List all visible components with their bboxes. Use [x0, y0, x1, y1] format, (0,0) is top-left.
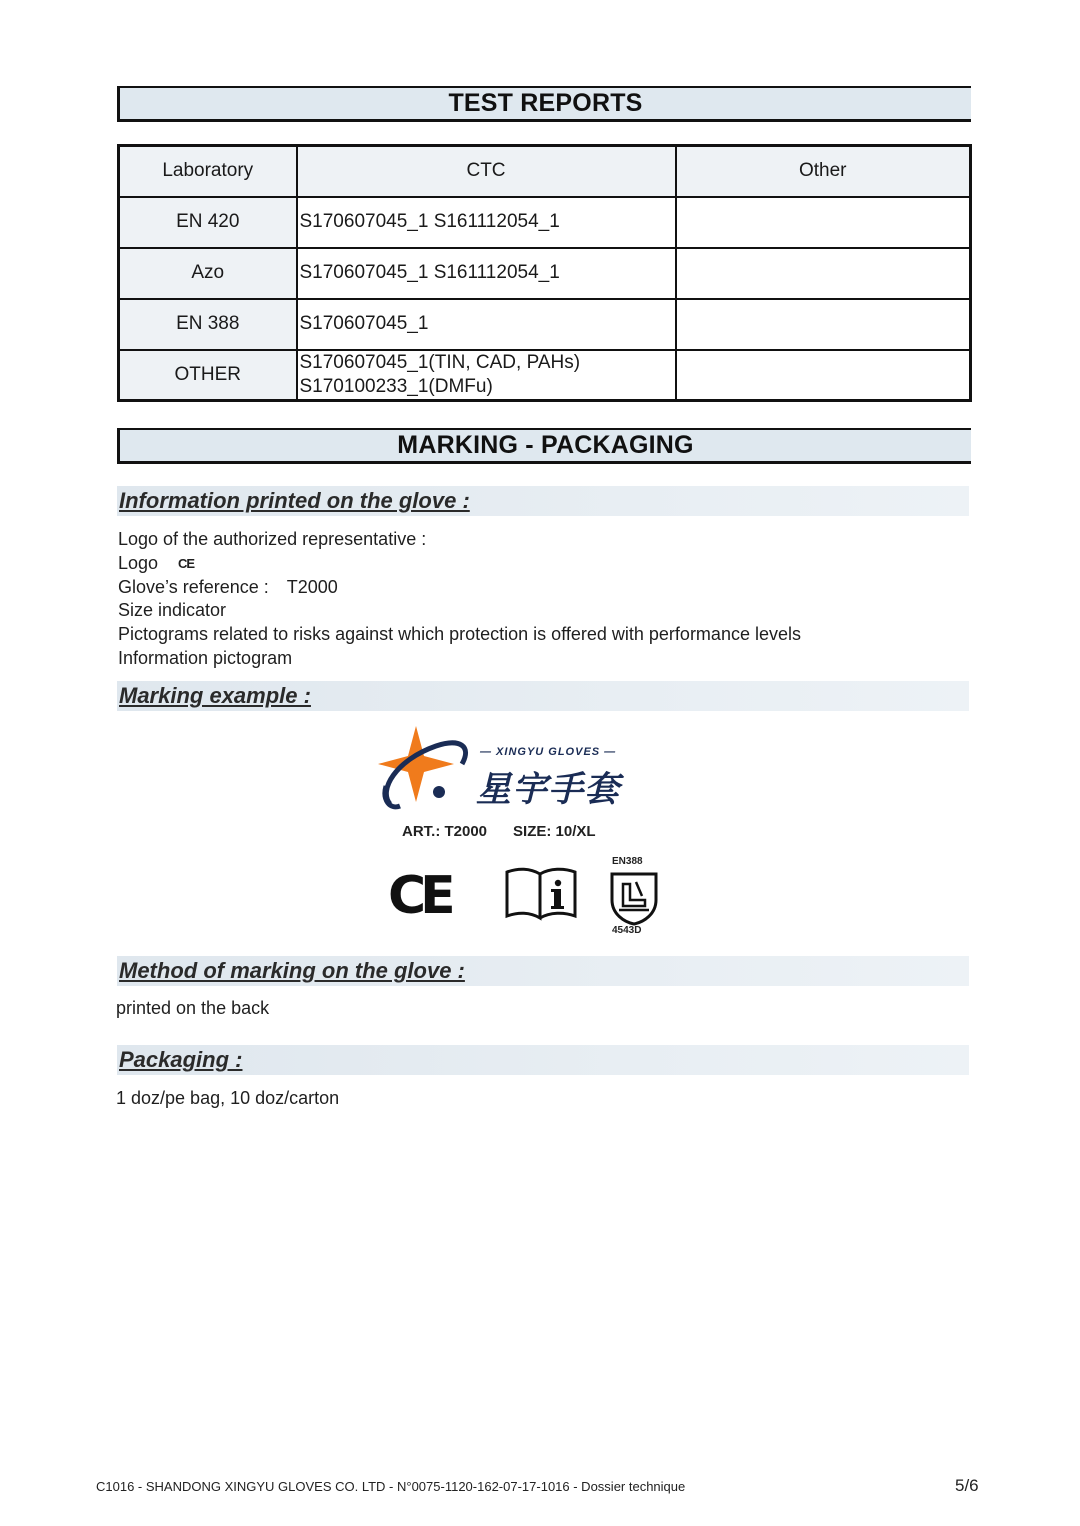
- info-book-icon: [504, 864, 578, 922]
- ce-mark-large-icon: CE: [388, 866, 450, 926]
- info-picto-text: Information pictogram: [118, 647, 293, 668]
- info-heading-text: Information printed on the glove :: [119, 488, 470, 513]
- size-label: SIZE: 10/XL: [513, 823, 596, 840]
- en388-code: 4543D: [612, 925, 642, 936]
- row-other: [676, 197, 971, 248]
- marking-example: [376, 720, 676, 945]
- packaging-heading: [117, 1045, 969, 1075]
- marking-packaging-title: MARKING - PACKAGING: [397, 431, 694, 459]
- row-ctc: [297, 350, 676, 401]
- row-lab: EN 420: [119, 197, 297, 248]
- row-ctc: S170607045_1 S161112054_1: [297, 197, 676, 248]
- en388-label: EN388: [612, 856, 643, 867]
- brand-chinese: 星宇手套: [476, 770, 621, 809]
- logo-label: Logo: [118, 552, 159, 573]
- star-logo-icon: [376, 720, 476, 815]
- brand-english: — XINGYU GLOVES —: [480, 746, 617, 758]
- row-other: [676, 299, 971, 350]
- en388-shield-icon: [608, 870, 660, 926]
- row-ctc-line: S170100233_1(DMFu): [299, 375, 493, 397]
- info-list: [118, 528, 801, 671]
- test-reports-title: TEST REPORTS: [448, 89, 643, 117]
- header-laboratory: Laboratory: [119, 146, 297, 197]
- info-line: [118, 552, 801, 576]
- table-row: [119, 248, 971, 299]
- info-line: [118, 599, 801, 623]
- packaging-text: 1 doz/pe bag, 10 doz/carton: [116, 1088, 340, 1108]
- info-section-heading: [117, 486, 969, 516]
- row-ctc-line: S170607045_1(TIN, CAD, PAHs): [299, 351, 581, 373]
- header-other: Other: [676, 146, 971, 197]
- table-row: [119, 299, 971, 350]
- table-row: [119, 350, 971, 401]
- test-reports-table: [117, 144, 972, 402]
- info-line: [118, 623, 801, 647]
- size-text: Size indicator: [118, 600, 227, 621]
- row-lab: Azo: [119, 248, 297, 299]
- art-size-line: [402, 823, 596, 840]
- marking-example-heading: [117, 681, 969, 711]
- row-lab: EN 388: [119, 299, 297, 350]
- row-ctc: S170607045_1 S161112054_1: [297, 248, 676, 299]
- method-text: printed on the back: [116, 998, 270, 1018]
- method-heading: [117, 956, 969, 986]
- table-row: [119, 197, 971, 248]
- table-header-row: [119, 146, 971, 197]
- info-line: [118, 576, 801, 600]
- art-label: ART.: T2000: [402, 823, 488, 840]
- info-line: [118, 528, 801, 552]
- rep-text: Logo of the authorized representative :: [118, 529, 427, 549]
- row-lab: OTHER: [119, 350, 297, 401]
- ref-label: Glove’s reference :: [118, 576, 269, 597]
- marking-packaging-banner: [117, 428, 971, 464]
- marking-heading-text: Marking example :: [119, 683, 311, 708]
- test-reports-banner: [117, 86, 971, 122]
- row-other: [676, 248, 971, 299]
- packaging-heading-text: Packaging :: [119, 1047, 243, 1072]
- header-ctc: CTC: [297, 146, 676, 197]
- pictograms-text: Pictograms related to risks against which protection is offered with performance levels: [118, 624, 801, 645]
- info-line: [118, 647, 801, 671]
- ref-value: T2000: [286, 576, 338, 597]
- footer-text: C1016 - SHANDONG XINGYU GLOVES CO. LTD - N°0075-1120-162-07-17-1016 - Dossier technique: [96, 1479, 686, 1494]
- row-ctc: S170607045_1: [297, 299, 676, 350]
- method-heading-text: Method of marking on the glove :: [119, 958, 465, 983]
- row-other: [676, 350, 971, 401]
- page-number: 5/6: [955, 1476, 979, 1495]
- ce-mark-icon: CE: [178, 555, 195, 571]
